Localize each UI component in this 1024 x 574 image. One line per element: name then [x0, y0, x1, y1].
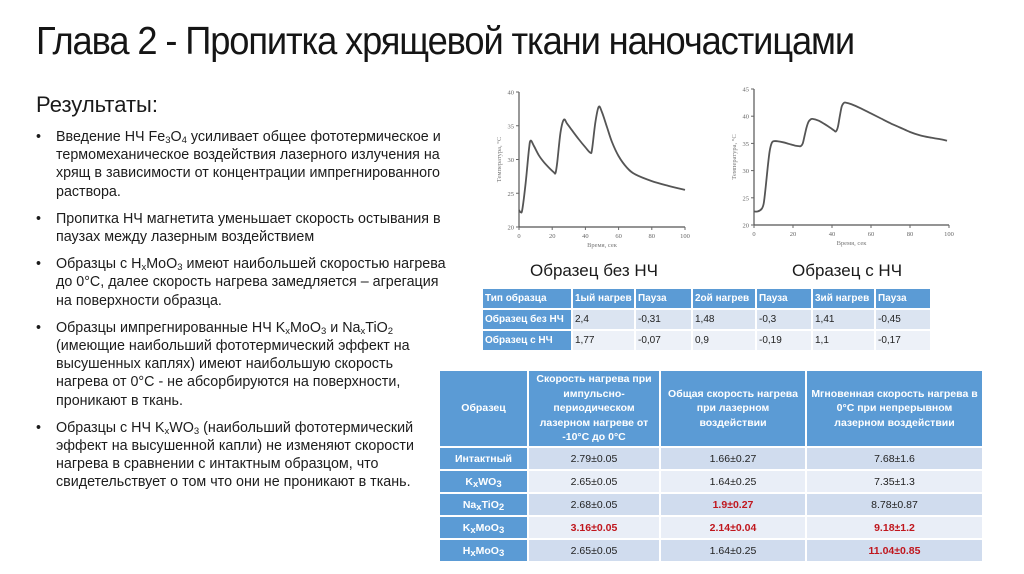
svg-text:0: 0	[752, 231, 756, 238]
chart-without-np	[490, 82, 700, 250]
chart-with-np	[722, 80, 962, 250]
table-row	[440, 448, 982, 469]
bullet-item: • Образцы импрегнированные НЧ $K_xMoO_3$ и $Na_xTiO_2$ (имеющие наибольший фототермический эффект на высушенных каплях) имеют наибольшую скорость нагрева от 0°C - не абсорбируются на поверхности, проникают в ткань.	[36, 319, 446, 410]
sample-name: $K_xMoO_3$	[440, 517, 527, 538]
column-header: Образец	[440, 371, 527, 446]
table-row	[440, 517, 982, 538]
svg-text:100: 100	[680, 233, 690, 240]
value-cell: 1.66±0.27	[661, 448, 805, 469]
value-cell: 2.65±0.05	[529, 540, 659, 561]
svg-text:0: 0	[517, 233, 521, 240]
table-header-row	[483, 289, 930, 308]
svg-text:40: 40	[828, 231, 836, 238]
svg-text:45: 45	[742, 86, 749, 94]
bullet-item: • Образцы с НЧ $K_xWO_3$ (наибольший фототермический эффект на высушенной капли) не изменяют скорости нагрева в сравнении с интактным образцом, что свидетельствует о том что они не проникают в ткань.	[36, 419, 446, 492]
column-header: 2ой нагрев	[693, 289, 755, 308]
chart-caption-without-np: Образец без НЧ	[530, 261, 658, 280]
svg-text:35: 35	[507, 123, 514, 131]
sample-name: $H_xMoO_3$	[440, 540, 527, 561]
svg-text:35: 35	[742, 140, 749, 148]
svg-text:Время, сек: Время, сек	[587, 242, 617, 249]
column-header: Пауза	[757, 289, 811, 308]
value-cell: 1.64±0.25	[661, 471, 805, 492]
svg-text:100: 100	[944, 231, 954, 238]
heating-speeds-table	[438, 369, 984, 563]
svg-text:Время, сек: Время, сек	[836, 240, 867, 247]
value-cell: 7.35±1.3	[807, 471, 982, 492]
table-header-row	[440, 371, 982, 446]
svg-text:60: 60	[867, 231, 875, 238]
results-list	[36, 128, 446, 501]
column-header: Пауза	[636, 289, 691, 308]
svg-text:20: 20	[742, 222, 749, 230]
value-cell: 9.18±1.2	[807, 517, 982, 538]
table-row	[440, 471, 982, 492]
svg-text:Температура, °C: Температура, °C	[731, 134, 738, 180]
value-cell: 2.79±0.05	[529, 448, 659, 469]
svg-text:60: 60	[615, 233, 622, 240]
svg-text:Температура, °C: Температура, °C	[496, 136, 503, 183]
slide-title: Глава 2 - Пропитка хрящевой ткани наночастицами	[36, 20, 854, 63]
column-header: Пауза	[876, 289, 930, 308]
column-header: Скорость нагрева при импульсно-периодическом лазерном нагреве от -10°C до 0°C	[529, 371, 659, 446]
heating-rates-table	[481, 287, 932, 352]
column-header: 1ый нагрев	[573, 289, 634, 308]
bullet-item: • Образцы с $H_xMoO_3$ имеют наибольшей скоростью нагрева до 0°C, далее скорость нагрева замедляется – агрегация на поверхности образца.	[36, 255, 446, 310]
value-cell: 3.16±0.05	[529, 517, 659, 538]
column-header: Общая скорость нагрева при лазерном воздействии	[661, 371, 805, 446]
column-header: 3ий нагрев	[813, 289, 874, 308]
bullet-item: • Введение НЧ $Fe_3O_4$ усиливает общее фототермическое и термомеханическое воздействия лазерного излучения на хрящ в зависимости от концентрации импрегнированного раствора.	[36, 128, 446, 201]
svg-text:25: 25	[742, 195, 749, 203]
svg-text:80: 80	[648, 233, 656, 240]
value-cell: 7.68±1.6	[807, 448, 982, 469]
svg-text:30: 30	[742, 168, 749, 176]
sample-name: Интактный	[440, 448, 527, 469]
svg-text:25: 25	[507, 190, 514, 198]
value-cell: 2.65±0.05	[529, 471, 659, 492]
sample-name: $Na_xTiO_2$	[440, 494, 527, 515]
value-cell: 2.68±0.05	[529, 494, 659, 515]
chart-caption-with-np: Образец с НЧ	[792, 261, 903, 280]
table-row: Образец с НЧ 1,77 -0,07 0,9 -0,19 1,1 -0,17	[483, 331, 930, 350]
value-cell: 1.64±0.25	[661, 540, 805, 561]
value-cell: 8.78±0.87	[807, 494, 982, 515]
column-header: Тип образца	[483, 289, 571, 308]
value-cell: 1.9±0.27	[661, 494, 805, 515]
table-row	[440, 494, 982, 515]
column-header: Мгновенная скорость нагрева в 0°C при непрерывном лазерном воздействии	[807, 371, 982, 446]
results-heading: Результаты:	[36, 92, 158, 117]
svg-text:40: 40	[742, 113, 749, 121]
temperature-chart-1	[490, 82, 700, 250]
temperature-chart-2	[722, 80, 962, 250]
svg-text:80: 80	[906, 231, 914, 238]
svg-text:30: 30	[507, 157, 514, 164]
sample-name: $K_xWO_3$	[440, 471, 527, 492]
svg-text:40: 40	[582, 233, 589, 240]
value-cell: 2.14±0.04	[661, 517, 805, 538]
svg-text:40: 40	[507, 89, 514, 97]
svg-text:20: 20	[789, 231, 797, 238]
svg-text:20: 20	[548, 233, 556, 240]
table-row	[440, 540, 982, 561]
bullet-item: • Пропитка НЧ магнетита уменьшает скорость остывания в паузах между лазерным воздействием	[36, 210, 446, 246]
value-cell: 11.04±0.85	[807, 540, 982, 561]
table-row: Образец без НЧ 2,4 -0,31 1,48 -0,3 1,41 -0,45	[483, 310, 930, 329]
svg-text:20: 20	[507, 224, 514, 232]
